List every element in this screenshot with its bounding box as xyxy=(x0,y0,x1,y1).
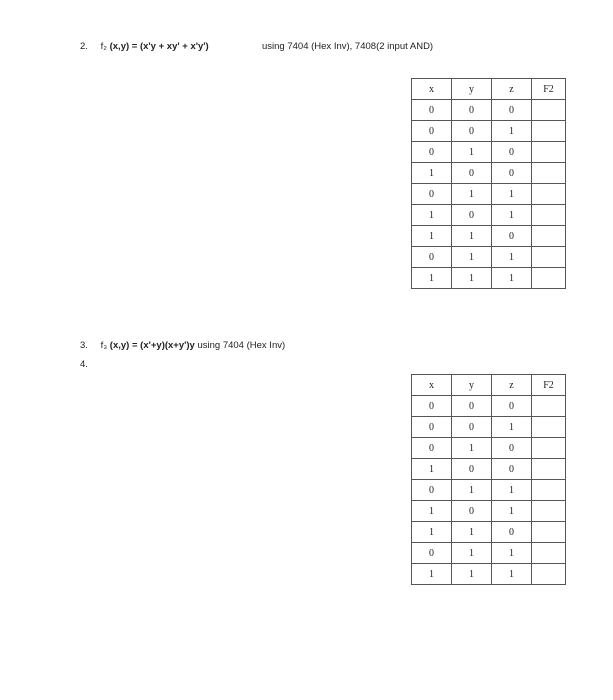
table-cell: 1 xyxy=(492,501,532,522)
problem-2-number: 2. xyxy=(80,41,88,52)
table-cell: 1 xyxy=(492,417,532,438)
table-cell: 0 xyxy=(412,417,452,438)
table-cell: 1 xyxy=(492,543,532,564)
output-cell[interactable] xyxy=(532,163,566,184)
table-header-row xyxy=(412,375,566,396)
problem-4-number: 4. xyxy=(80,359,88,370)
table-cell: 0 xyxy=(412,184,452,205)
problem-2-heading xyxy=(80,41,209,52)
table-row xyxy=(412,205,566,226)
table-row xyxy=(412,142,566,163)
table-cell: 0 xyxy=(492,522,532,543)
table-cell: 0 xyxy=(452,501,492,522)
problem-2-expression: (x,y) = (x'y + xy' + x'y') xyxy=(109,41,209,52)
table-cell: 0 xyxy=(452,100,492,121)
table-cell: 1 xyxy=(452,522,492,543)
table-row xyxy=(412,163,566,184)
table-cell: 0 xyxy=(492,396,532,417)
table-cell: 1 xyxy=(452,142,492,163)
output-cell[interactable] xyxy=(532,459,566,480)
table-cell: 0 xyxy=(452,121,492,142)
table-cell: 0 xyxy=(412,543,452,564)
output-cell[interactable] xyxy=(532,501,566,522)
table-cell: 0 xyxy=(412,247,452,268)
table-row xyxy=(412,564,566,585)
output-cell[interactable] xyxy=(532,438,566,459)
column-header: x xyxy=(412,79,452,100)
column-header: F2 xyxy=(532,79,566,100)
problem-3-heading xyxy=(80,340,285,351)
problem-2-function-name: f₂ xyxy=(100,41,107,52)
table-cell: 1 xyxy=(492,205,532,226)
table-cell: 0 xyxy=(452,205,492,226)
problem-3-expression: (x,y) = (x'+y)(x+y')y xyxy=(109,340,195,351)
table-cell: 1 xyxy=(492,268,532,289)
table-cell: 1 xyxy=(412,226,452,247)
table-cell: 0 xyxy=(492,459,532,480)
table-cell: 1 xyxy=(492,121,532,142)
table-row xyxy=(412,247,566,268)
table-cell: 0 xyxy=(492,163,532,184)
output-cell[interactable] xyxy=(532,100,566,121)
table-row xyxy=(412,100,566,121)
table-cell: 1 xyxy=(452,564,492,585)
output-cell[interactable] xyxy=(532,226,566,247)
table-row xyxy=(412,184,566,205)
column-header: y xyxy=(452,375,492,396)
column-header: F2 xyxy=(532,375,566,396)
output-cell[interactable] xyxy=(532,396,566,417)
table-cell: 1 xyxy=(412,501,452,522)
table-cell: 0 xyxy=(492,226,532,247)
table-cell: 1 xyxy=(452,226,492,247)
table-cell: 0 xyxy=(412,438,452,459)
table-cell: 1 xyxy=(492,247,532,268)
table-cell: 1 xyxy=(452,268,492,289)
table-cell: 1 xyxy=(492,480,532,501)
problem-3-number: 3. xyxy=(80,340,88,351)
output-cell[interactable] xyxy=(532,564,566,585)
output-cell[interactable] xyxy=(532,522,566,543)
column-header: z xyxy=(492,375,532,396)
table-row xyxy=(412,543,566,564)
table-row xyxy=(412,226,566,247)
table-header-row xyxy=(412,79,566,100)
table-cell: 1 xyxy=(452,543,492,564)
table-row xyxy=(412,480,566,501)
table-row xyxy=(412,459,566,480)
table-cell: 1 xyxy=(492,184,532,205)
output-cell[interactable] xyxy=(532,268,566,289)
table-cell: 0 xyxy=(452,459,492,480)
table-cell: 0 xyxy=(492,142,532,163)
table-cell: 0 xyxy=(452,163,492,184)
table-cell: 0 xyxy=(412,480,452,501)
truth-table-2 xyxy=(411,374,566,585)
table-cell: 0 xyxy=(492,438,532,459)
table-cell: 1 xyxy=(412,268,452,289)
table-cell: 1 xyxy=(452,184,492,205)
output-cell[interactable] xyxy=(532,480,566,501)
table-cell: 0 xyxy=(412,100,452,121)
table-cell: 0 xyxy=(412,121,452,142)
table-cell: 0 xyxy=(452,417,492,438)
table-row xyxy=(412,268,566,289)
column-header: z xyxy=(492,79,532,100)
output-cell[interactable] xyxy=(532,121,566,142)
column-header: y xyxy=(452,79,492,100)
table-cell: 1 xyxy=(412,522,452,543)
problem-2-using: using 7404 (Hex Inv), 7408(2 input AND) xyxy=(262,41,434,52)
table-cell: 1 xyxy=(452,247,492,268)
table-row xyxy=(412,396,566,417)
table-cell: 0 xyxy=(492,100,532,121)
column-header: x xyxy=(412,375,452,396)
table-row xyxy=(412,417,566,438)
output-cell[interactable] xyxy=(532,247,566,268)
output-cell[interactable] xyxy=(532,543,566,564)
problem-3-using: using 7404 (Hex Inv) xyxy=(197,340,286,351)
table-row xyxy=(412,121,566,142)
table-row xyxy=(412,501,566,522)
output-cell[interactable] xyxy=(532,184,566,205)
output-cell[interactable] xyxy=(532,205,566,226)
problem-4-heading xyxy=(80,359,98,370)
table-cell: 1 xyxy=(412,163,452,184)
table-cell: 0 xyxy=(452,396,492,417)
table-cell: 1 xyxy=(412,459,452,480)
table-row xyxy=(412,438,566,459)
output-cell[interactable] xyxy=(532,142,566,163)
table-cell: 1 xyxy=(412,564,452,585)
problem-3-function-name: f₃ xyxy=(100,340,108,351)
table-cell: 1 xyxy=(412,205,452,226)
table-row xyxy=(412,522,566,543)
table-cell: 1 xyxy=(492,564,532,585)
table-cell: 0 xyxy=(412,396,452,417)
output-cell[interactable] xyxy=(532,417,566,438)
table-cell: 1 xyxy=(452,438,492,459)
truth-table-1 xyxy=(411,78,566,289)
table-cell: 0 xyxy=(412,142,452,163)
table-cell: 1 xyxy=(452,480,492,501)
